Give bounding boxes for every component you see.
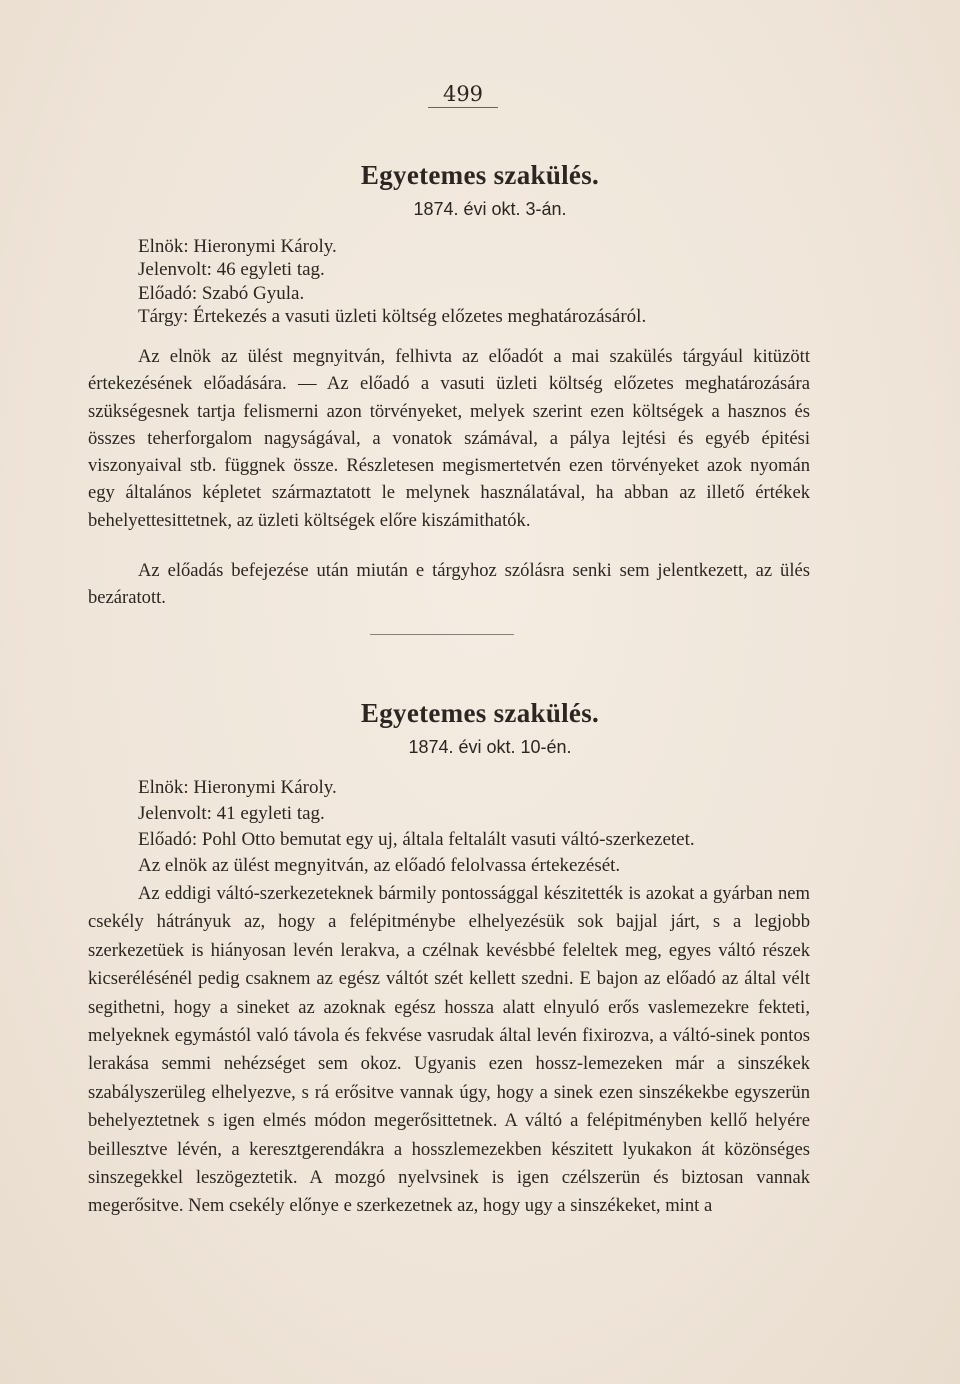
session1-subject: Tárgy: Értekezés a vasuti üzleti költség előzetes meghatározásáról. [138, 306, 647, 328]
section-divider [370, 634, 514, 635]
session1-paragraph-1: Az elnök az ülést megnyitván, felhivta az előadót a mai szakülés tárgyául kitüzött értekezésének előadására. — Az előadó a vasuti üzleti költség előzetes meghatározására szükségesnek tartja felismerni azon törvényeket, melyek szerint ezen költségek a hasznos és összes teherforgalom nagyságával, a vonatok számával, a pálya lejtési és egyéb épitési viszonyaival stb. függnek össze. Részletesen megismertetvén ezen törvényeket azok nyomán egy általános képletet származtatott le melynek használatával, ha abban az illető értékek behelyettesittetnek, az üzleti költségek előre kiszámithatók. [88, 346, 810, 531]
session2-header [138, 775, 818, 879]
session2-chair: Elnök: Hieronymi Károly. [138, 777, 337, 798]
session2-attendance: Jelenvolt: 41 egyleti tag. [138, 803, 325, 824]
session1-date: 1874. évi okt. 3-án. [413, 199, 567, 219]
session1-title: Egyetemes szakülés. [360, 160, 600, 190]
page-number: 499 [428, 82, 498, 108]
session2-speaker: Előadó: Pohl Otto bemutat egy uj, általa feltalált vasuti váltó-szerkezetet. [138, 829, 695, 850]
session1-attendance: Jelenvolt: 46 egyleti tag. [138, 259, 325, 281]
session2-opening: Az elnök az ülést megnyitván, az előadó felolvassa értekezését. [138, 855, 621, 876]
session2-date: 1874. évi okt. 10-én. [408, 737, 572, 757]
session1-chair: Elnök: Hieronymi Károly. [138, 236, 337, 257]
session1-paragraph-2: Az előadás befejezése után miután e tárgyhoz szólásra senki sem jelentkezett, az ülés bezáratott. [88, 560, 810, 609]
session1-header [138, 235, 810, 329]
session2-paragraph-1: Az eddigi váltó-szerkezeteknek bármily pontossággal készitették is azokat a gyárban nem csekély hátrányuk az, hogy a felépitménybe elhelyezésük sok bajjal járt, s a legjobb szerkezetüek is hiányosan levén lerakva, a czélnak kevésbbé feleltek meg, egyes váltó részek kicserélésénél pedig csaknem az egész váltót szét kellett szedni. E bajon az előadó az által vélt segithetni, hogy a sineket az azoknak egész hossza alatt elnyuló erős vaslemezekre fekteti, melyeknek egymástól való távola és fekvése vasrudak által levén fixirozva, a váltó-sinek pontos lerakása semmi nehézséget sem okoz. Ugyanis ezen hossz-lemezeken már a sinszékek szabályszerüleg elhelyezve, s rá erősitve vannak úgy, hogy a sinek ezen sinszékekbe egyszerün behelyeztetnek s igen elmés módon megerősittetnek. A váltó a felépitményben kellő helyére beillesztve lévén, a keresztgerendákra a hosszlemezekben készitett lyukakon át közönséges sinszegekkel leszögeztetik. A mozgó nyelvsinek is igen czélszerün és biztosan vannak megerősitve. Nem csekély előnye e szerkezetnek az, hogy ugy a sinszékeket, mint a [88, 883, 810, 1217]
session2-title: Egyetemes szakülés. [360, 698, 600, 728]
session1-speaker: Előadó: Szabó Gyula. [138, 282, 305, 304]
